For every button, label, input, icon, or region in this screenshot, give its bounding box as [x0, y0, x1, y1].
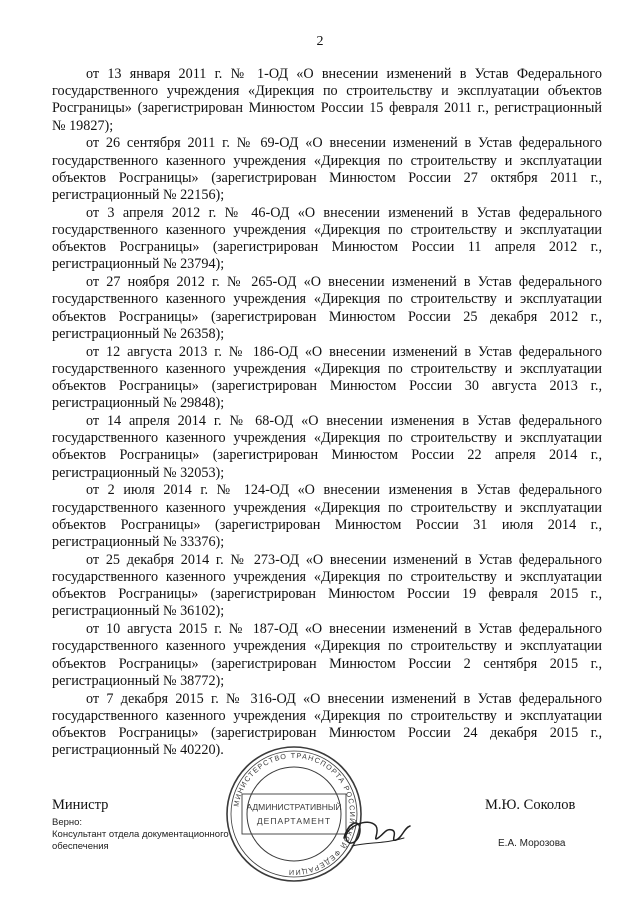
order-entry: от 27 ноября 2012 г. № 265-ОД «О внесении изменений в Устав федерального государственного казенного учреждения «Дирекция по строительству и эксплуатации объектов Росграницы» (зарегистрирован Минюстом России 25 декабря 2012 г., регистрационный № 26358);: [52, 274, 602, 342]
order-entry: от 3 апреля 2012 г. № 46-ОД «О внесении изменений в Устав федерального государственного казенного учреждения «Дирекция по строительству и эксплуатации объектов Росграницы» (зарегистрирован Минюстом России 11 апреля 2012 г., регистрационный № 23794);: [52, 204, 602, 273]
order-entry: от 7 декабря 2015 г. № 316-ОД «О внесении изменений в Устав федерального государственного казенного учреждения «Дирекция по строительству и эксплуатации объектов Росграницы» (зарегистрирован Минюстом России 24 декабря 2015 г., регистрационный № 40220).: [52, 690, 602, 759]
order-entry: от 26 сентября 2011 г. № 69-ОД «О внесении изменений в Устав федерального государственного казенного учреждения «Дирекция по строительству и эксплуатации объектов Росграницы» (зарегистрирован Минюстом России 27 октября 2011 г., регистрационный № 22156);: [52, 135, 602, 204]
stamp-ring-text: МИНИСТЕРСТВО ТРАНСПОРТА РОССИЙСКОЙ ФЕДЕРАЦИИ: [231, 750, 358, 878]
signatory-title: Министр: [52, 797, 109, 813]
handwritten-signature: [338, 808, 416, 856]
order-entry: от 13 января 2011 г. № 1-ОД «О внесении изменений в Устав Федерального государственного учреждения «Дирекция по строительству и эксплуатации объектов Росграницы» (зарегистрирован Минюстом России 15 февраля 2011 г., регистрационный № 19827);: [52, 66, 602, 134]
page-number: 2: [316, 34, 324, 49]
signatory-name: М.Ю. Соколов: [485, 797, 576, 813]
document-body: [52, 66, 602, 760]
consultant-position-line2: обеспечения: [52, 841, 109, 852]
order-entry: от 12 августа 2013 г. № 186-ОД «О внесении изменений в Устав федерального государственного казенного учреждения «Дирекция по строительству и эксплуатации объектов Росграницы» (зарегистрирован Минюстом России 30 августа 2013 г., регистрационный № 29848);: [52, 343, 602, 412]
consultant-position-line1: Консультант отдела документационного: [52, 829, 229, 840]
consultant-name: Е.А. Морозова: [498, 838, 566, 849]
order-entry: от 25 декабря 2014 г. № 273-ОД «О внесении изменений в Устав федерального государственного казенного учреждения «Дирекция по строительству и эксплуатации объектов Росграницы» (зарегистрирован Минюстом России 19 февраля 2015 г., регистрационный № 36102);: [52, 551, 602, 620]
certification-label: Верно:: [52, 817, 83, 828]
stamp-department-line2: ДЕПАРТАМЕНТ: [256, 816, 332, 826]
order-entry: от 2 июля 2014 г. № 124-ОД «О внесении изменения в Устав федерального государственного казенного учреждения «Дирекция по строительству и эксплуатации объектов Росграницы» (зарегистрирован Минюстом России 31 июля 2014 г., регистрационный № 33376);: [52, 482, 602, 551]
order-entry: от 14 апреля 2014 г. № 68-ОД «О внесении изменения в Устав федерального государственного казенного учреждения «Дирекция по строительству и эксплуатации объектов Росграницы» (зарегистрирован Минюстом России 22 апреля 2014 г., регистрационный № 32053);: [52, 413, 602, 481]
order-entry: от 10 августа 2015 г. № 187-ОД «О внесении изменений в Устав федерального государственного казенного учреждения «Дирекция по строительству и эксплуатации объектов Росграницы» (зарегистрирован Минюстом России 2 сентября 2015 г., регистрационный № 38772);: [52, 621, 602, 689]
stamp-department-line1: АДМИНИСТРАТИВНЫЙ: [246, 802, 342, 812]
